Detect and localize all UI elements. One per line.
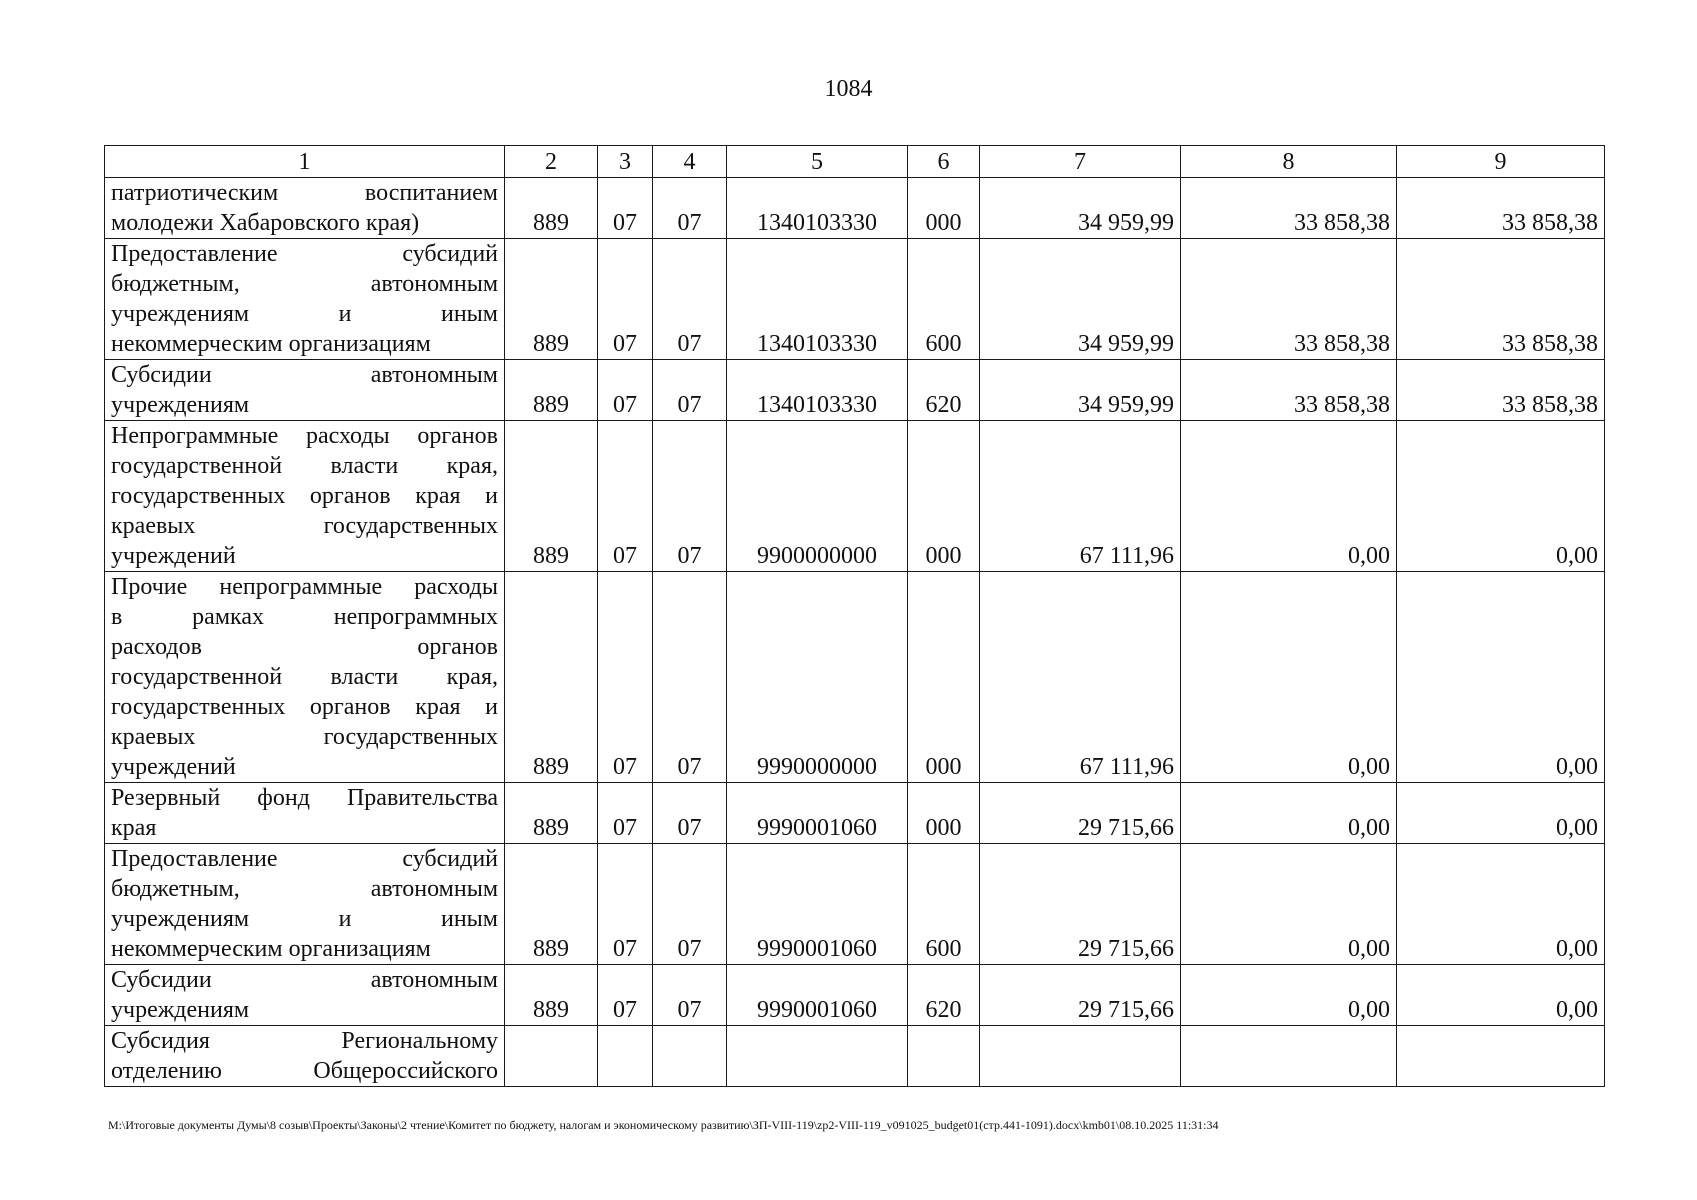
expense-type-cell: 000: [908, 572, 980, 783]
table-row: [105, 178, 1605, 239]
column-header-4: 4: [653, 146, 727, 178]
ministry-code-cell: [505, 1026, 598, 1087]
ministry-code-cell: 889: [505, 421, 598, 572]
expense-name-line: Субсидии автономным: [111, 362, 498, 388]
amount-year2-cell: 0,00: [1181, 572, 1397, 783]
expense-name-line: молодежи Хабаровского края): [111, 210, 420, 236]
amount-year1-cell: 29 715,66: [980, 783, 1181, 844]
column-header-6: 6: [908, 146, 980, 178]
amount-year3-cell: 33 858,38: [1397, 178, 1605, 239]
expense-name-line: учреждениям: [111, 392, 250, 418]
expense-name-line: учреждениям: [111, 997, 250, 1023]
section-code-cell: 07: [598, 844, 653, 965]
expense-name-line: отделению Общероссийского: [111, 1058, 498, 1084]
subsection-code-cell: 07: [653, 178, 727, 239]
expense-name-line: бюджетным, автономным: [111, 271, 498, 297]
subsection-code-cell: 07: [653, 421, 727, 572]
amount-year2-cell: 33 858,38: [1181, 360, 1397, 421]
table-row: [105, 572, 1605, 783]
section-code-cell: [598, 1026, 653, 1087]
amount-year3-cell: 0,00: [1397, 844, 1605, 965]
expense-name-line: Резервный фонд Правительства: [111, 785, 498, 811]
section-code-cell: 07: [598, 178, 653, 239]
section-code-cell: 07: [598, 783, 653, 844]
expense-name-line: учреждениям и иным: [111, 301, 498, 327]
expense-type-cell: 620: [908, 360, 980, 421]
expense-name-line: бюджетным, автономным: [111, 876, 498, 902]
column-header-1: 1: [105, 146, 505, 178]
expense-type-cell: 620: [908, 965, 980, 1026]
target-article-cell: 1340103330: [727, 360, 908, 421]
expense-name-line: государственной власти края,: [111, 664, 498, 690]
expense-name-line: Предоставление субсидий: [111, 241, 498, 267]
subsection-code-cell: 07: [653, 360, 727, 421]
section-code-cell: 07: [598, 421, 653, 572]
expense-name-line: некоммерческим организациям: [111, 936, 431, 962]
table-row: [105, 239, 1605, 360]
amount-year1-cell: 67 111,96: [980, 572, 1181, 783]
table-row: [105, 965, 1605, 1026]
table-row: [105, 421, 1605, 572]
subsection-code-cell: 07: [653, 783, 727, 844]
expense-name-cell: [105, 360, 505, 421]
target-article-cell: 1340103330: [727, 178, 908, 239]
expense-type-cell: 600: [908, 844, 980, 965]
table-header-row: [105, 146, 1605, 178]
target-article-cell: 1340103330: [727, 239, 908, 360]
amount-year3-cell: [1397, 1026, 1605, 1087]
expense-name-line: краевых государственных: [111, 724, 498, 750]
amount-year2-cell: 0,00: [1181, 965, 1397, 1026]
expense-name-cell: [105, 783, 505, 844]
budget-table: [104, 145, 1605, 1087]
expense-name-line: учреждений: [111, 543, 236, 569]
amount-year2-cell: 0,00: [1181, 421, 1397, 572]
section-code-cell: 07: [598, 572, 653, 783]
expense-type-cell: 600: [908, 239, 980, 360]
column-header-3: 3: [598, 146, 653, 178]
amount-year1-cell: 29 715,66: [980, 844, 1181, 965]
table-row: [105, 360, 1605, 421]
ministry-code-cell: 889: [505, 178, 598, 239]
amount-year1-cell: 67 111,96: [980, 421, 1181, 572]
table-row: [105, 783, 1605, 844]
target-article-cell: [727, 1026, 908, 1087]
table-body: [105, 178, 1605, 1087]
expense-name-line: государственных органов края и: [111, 483, 498, 509]
column-header-7: 7: [980, 146, 1181, 178]
subsection-code-cell: 07: [653, 844, 727, 965]
subsection-code-cell: 07: [653, 965, 727, 1026]
column-header-5: 5: [727, 146, 908, 178]
ministry-code-cell: 889: [505, 572, 598, 783]
amount-year2-cell: 33 858,38: [1181, 239, 1397, 360]
subsection-code-cell: 07: [653, 572, 727, 783]
expense-name-line: некоммерческим организациям: [111, 331, 431, 357]
target-article-cell: 9990001060: [727, 783, 908, 844]
amount-year3-cell: 0,00: [1397, 421, 1605, 572]
expense-name-line: государственных органов края и: [111, 694, 498, 720]
expense-name-cell: [105, 421, 505, 572]
target-article-cell: 9990001060: [727, 965, 908, 1026]
expense-type-cell: 000: [908, 178, 980, 239]
expense-type-cell: 000: [908, 783, 980, 844]
expense-name-line: учреждениям и иным: [111, 906, 498, 932]
amount-year1-cell: 34 959,99: [980, 239, 1181, 360]
expense-type-cell: 000: [908, 421, 980, 572]
ministry-code-cell: 889: [505, 360, 598, 421]
page-number: 1084: [824, 76, 873, 102]
expense-name-line: Предоставление субсидий: [111, 846, 498, 872]
ministry-code-cell: 889: [505, 783, 598, 844]
amount-year1-cell: 34 959,99: [980, 360, 1181, 421]
section-code-cell: 07: [598, 965, 653, 1026]
expense-name-cell: [105, 1026, 505, 1087]
expense-name-line: государственной власти края,: [111, 453, 498, 479]
expense-name-cell: [105, 178, 505, 239]
expense-name-line: Субсидия Региональному: [111, 1028, 498, 1054]
ministry-code-cell: 889: [505, 844, 598, 965]
amount-year3-cell: 33 858,38: [1397, 360, 1605, 421]
amount-year1-cell: 29 715,66: [980, 965, 1181, 1026]
expense-name-line: расходов органов: [111, 634, 498, 660]
amount-year1-cell: [980, 1026, 1181, 1087]
expense-name-line: Непрограммные расходы органов: [111, 423, 498, 449]
expense-name-cell: [105, 239, 505, 360]
expense-name-line: патриотическим воспитанием: [111, 180, 498, 206]
column-header-9: 9: [1397, 146, 1605, 178]
amount-year2-cell: 0,00: [1181, 783, 1397, 844]
expense-name-cell: [105, 844, 505, 965]
subsection-code-cell: 07: [653, 239, 727, 360]
expense-type-cell: [908, 1026, 980, 1087]
amount-year2-cell: [1181, 1026, 1397, 1087]
table-row: [105, 844, 1605, 965]
amount-year3-cell: 33 858,38: [1397, 239, 1605, 360]
expense-name-line: в рамках непрограммных: [111, 604, 498, 630]
expense-name-line: Прочие непрограммные расходы: [111, 574, 498, 600]
amount-year2-cell: 0,00: [1181, 844, 1397, 965]
amount-year3-cell: 0,00: [1397, 572, 1605, 783]
column-header-8: 8: [1181, 146, 1397, 178]
target-article-cell: 9990001060: [727, 844, 908, 965]
expense-name-line: учреждений: [111, 754, 236, 780]
section-code-cell: 07: [598, 360, 653, 421]
amount-year1-cell: 34 959,99: [980, 178, 1181, 239]
ministry-code-cell: 889: [505, 239, 598, 360]
target-article-cell: 9900000000: [727, 421, 908, 572]
ministry-code-cell: 889: [505, 965, 598, 1026]
target-article-cell: 9990000000: [727, 572, 908, 783]
file-path-footer: M:\Итоговые документы Думы\8 созыв\Проекты\Законы\2 чтение\Комитет по бюджету, налогам и экономическому развитию\ЗП-VIII-119\zp2-VIII-119_v091025_budget01(стр.441-1091).docx\kmb01\08.10.2025 11:31:34: [108, 1118, 1219, 1132]
expense-name-cell: [105, 965, 505, 1026]
column-header-2: 2: [505, 146, 598, 178]
amount-year2-cell: 33 858,38: [1181, 178, 1397, 239]
expense-name-cell: [105, 572, 505, 783]
section-code-cell: 07: [598, 239, 653, 360]
subsection-code-cell: [653, 1026, 727, 1087]
expense-name-line: краевых государственных: [111, 513, 498, 539]
table-row: [105, 1026, 1605, 1087]
amount-year3-cell: 0,00: [1397, 965, 1605, 1026]
expense-name-line: края: [111, 815, 157, 841]
expense-name-line: Субсидии автономным: [111, 967, 498, 993]
amount-year3-cell: 0,00: [1397, 783, 1605, 844]
